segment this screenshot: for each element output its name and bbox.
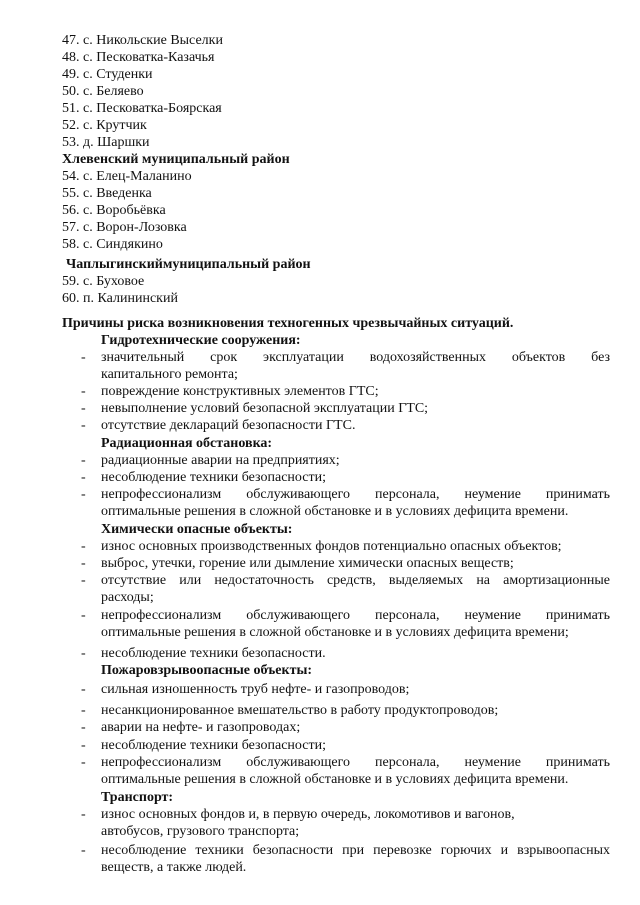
district-heading-chaplygin: Чаплыгинскиймуниципальный район [66, 257, 311, 272]
list-item: 60. п. Калининский [62, 291, 178, 306]
subsection-heading-fire: Пожаровзрывоопасные объекты: [101, 663, 313, 678]
bullet-text: значительный срок эксплуатации водохозяйственных объектов без [101, 350, 610, 365]
dash-marker: - [81, 703, 86, 718]
bullet-text: автобусов, грузового транспорта; [101, 824, 300, 839]
subsection-heading-hydro: Гидротехнические сооружения: [101, 333, 301, 348]
dash-marker: - [81, 682, 86, 697]
bullet-text: отсутствие деклараций безопасности ГТС. [101, 418, 356, 433]
bullet-text: выброс, утечки, горение или дымление химически опасных веществ; [101, 556, 514, 571]
bullet-text: износ основных производственных фондов потенциально опасных объектов; [101, 539, 562, 554]
dash-marker: - [81, 573, 86, 588]
subsection-heading-transport: Транспорт: [101, 790, 174, 805]
dash-marker: - [81, 738, 86, 753]
dash-marker: - [81, 487, 86, 502]
dash-marker: - [81, 453, 86, 468]
list-item: 58. с. Синдякино [62, 237, 163, 252]
list-item: 48. с. Песковатка-Казачья [62, 50, 215, 65]
dash-marker: - [81, 556, 86, 571]
district-heading-khlevensky: Хлевенский муниципальный район [62, 152, 290, 167]
bullet-text: несанкционированное вмешательство в работу продуктопроводов; [101, 703, 499, 718]
dash-marker: - [81, 807, 86, 822]
bullet-text: непрофессионализм обслуживающего персонала, неумение принимать [101, 608, 610, 623]
bullet-text: износ основных фондов и, в первую очередь, локомотивов и вагонов, [101, 807, 515, 822]
list-item: 51. с. Песковатка-Боярская [62, 101, 222, 116]
dash-marker: - [81, 418, 86, 433]
bullet-text: непрофессионализм обслуживающего персонала, неумение принимать [101, 755, 610, 770]
list-item: 57. с. Ворон-Лозовка [62, 220, 187, 235]
dash-marker: - [81, 401, 86, 416]
bullet-text: аварии на нефте- и газопроводах; [101, 720, 301, 735]
bullet-text: расходы; [101, 590, 154, 605]
list-item: 53. д. Шаршки [62, 135, 150, 150]
bullet-text: веществ, а также людей. [101, 860, 247, 875]
bullet-text: отсутствие или недостаточность средств, выделяемых на амортизационные [101, 573, 610, 588]
section-title: Причины риска возникновения техногенных чрезвычайных ситуаций. [62, 316, 514, 331]
subsection-heading-chemical: Химически опасные объекты: [101, 522, 293, 537]
list-item: 52. с. Крутчик [62, 118, 147, 133]
dash-marker: - [81, 646, 86, 661]
bullet-text: невыполнение условий безопасной эксплуатации ГТС; [101, 401, 429, 416]
dash-marker: - [81, 539, 86, 554]
dash-marker: - [81, 384, 86, 399]
bullet-text: капитального ремонта; [101, 367, 238, 382]
bullet-text: несоблюдение техники безопасности; [101, 738, 326, 753]
list-item: 54. с. Елец-Маланино [62, 169, 192, 184]
bullet-text: оптимальные решения в сложной обстановке и в условиях дефицита времени; [101, 625, 569, 640]
dash-marker: - [81, 350, 86, 365]
list-item: 47. с. Никольские Выселки [62, 33, 223, 48]
bullet-text: непрофессионализм обслуживающего персонала, неумение принимать [101, 487, 610, 502]
subsection-heading-radiation: Радиационная обстановка: [101, 436, 273, 451]
list-item: 49. с. Студенки [62, 67, 153, 82]
bullet-text: радиационные аварии на предприятиях; [101, 453, 340, 468]
dash-marker: - [81, 608, 86, 623]
bullet-text: оптимальные решения в сложной обстановке и в условиях дефицита времени. [101, 772, 569, 787]
bullet-text: несоблюдение техники безопасности; [101, 470, 326, 485]
list-item: 55. с. Введенка [62, 186, 152, 201]
bullet-text: несоблюдение техники безопасности при перевозке горючих и взрывоопасных [101, 843, 610, 858]
bullet-text: несоблюдение техники безопасности. [101, 646, 326, 661]
dash-marker: - [81, 755, 86, 770]
dash-marker: - [81, 470, 86, 485]
dash-marker: - [81, 843, 86, 858]
bullet-text: сильная изношенность труб нефте- и газопроводов; [101, 682, 410, 697]
bullet-text: оптимальные решения в сложной обстановке и в условиях дефицита времени. [101, 504, 569, 519]
list-item: 50. с. Беляево [62, 84, 144, 99]
dash-marker: - [81, 720, 86, 735]
list-item: 59. с. Буховое [62, 274, 145, 289]
bullet-text: повреждение конструктивных элементов ГТС; [101, 384, 379, 399]
list-item: 56. с. Воробьёвка [62, 203, 166, 218]
